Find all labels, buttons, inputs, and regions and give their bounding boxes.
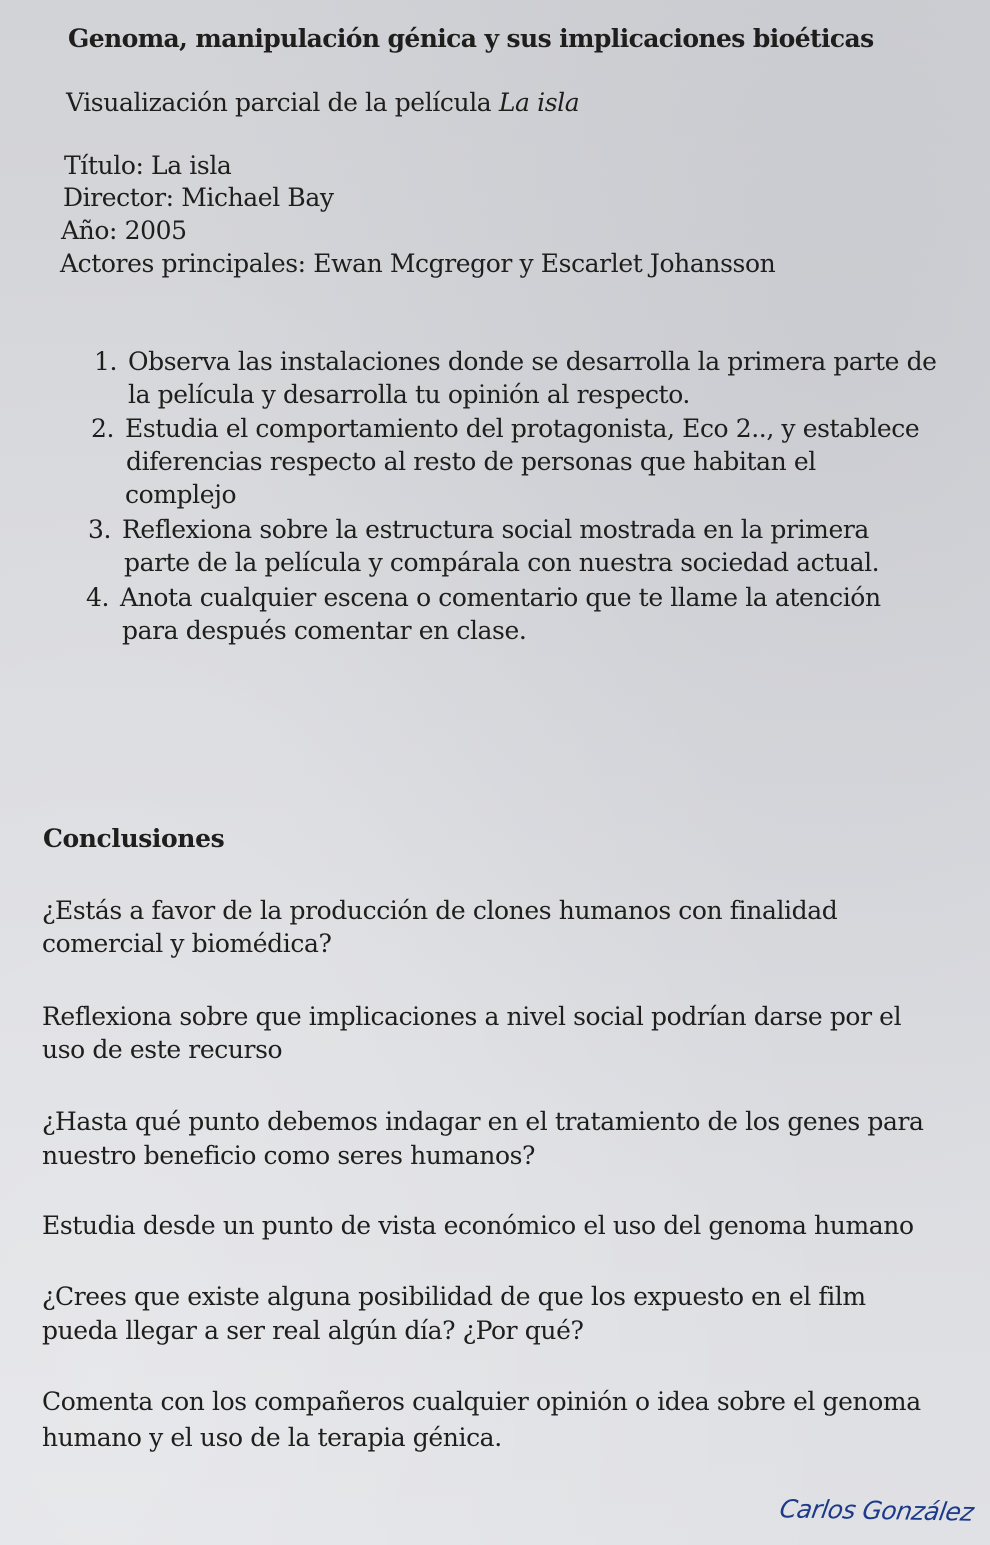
question-line: Reflexiona sobre la estructura social mostrada en la primera [122, 515, 869, 544]
film-actors-field: Actores principales: Ewan Mcgregor y Escarlet Johansson [60, 249, 776, 278]
document-title: Genoma, manipulación génica y sus implicaciones bioéticas [68, 24, 874, 53]
question-line: para después comentar en clase. [122, 616, 527, 645]
subtitle-prefix: Visualización parcial de la película [66, 88, 499, 117]
question-item [91, 412, 919, 446]
conclusion-line: pueda llegar a ser real algún día? ¿Por qué? [42, 1316, 584, 1345]
question-line: Estudia el comportamiento del protagonista, Eco 2.., y establece [125, 414, 920, 443]
conclusion-line: Reflexiona sobre que implicaciones a nivel social podrían darse por el [42, 1002, 902, 1031]
question-number: 2. [91, 414, 115, 443]
conclusion-line: Estudia desde un punto de vista económico el uso del genoma humano [42, 1211, 914, 1240]
conclusion-line: uso de este recurso [42, 1035, 283, 1064]
conclusion-line: humano y el uso de la terapia génica. [42, 1423, 502, 1452]
question-number: 1. [94, 347, 118, 376]
conclusions-heading: Conclusiones [43, 824, 225, 853]
conclusion-line: Comenta con los compañeros cualquier opinión o idea sobre el genoma [42, 1387, 921, 1416]
conclusion-line: ¿Hasta qué punto debemos indagar en el tratamiento de los genes para [42, 1107, 924, 1136]
subtitle-film-title: La isla [498, 88, 580, 117]
question-line: la película y desarrolla tu opinión al respecto. [128, 380, 690, 409]
question-line: diferencias respecto al resto de personas que habitan el [126, 447, 816, 476]
question-item [86, 581, 881, 615]
question-line: Observa las instalaciones donde se desarrolla la primera parte de [128, 347, 937, 376]
question-line: Anota cualquier escena o comentario que te llame la atención [120, 583, 881, 612]
document-subtitle [66, 86, 579, 120]
question-line: parte de la película y compárala con nuestra sociedad actual. [124, 548, 880, 577]
question-number: 4. [86, 583, 110, 612]
handwritten-signature: Carlos González [777, 1494, 976, 1527]
conclusion-line: ¿Estás a favor de la producción de clones humanos con finalidad [42, 896, 838, 925]
film-title-field: Título: La isla [64, 151, 232, 180]
question-number: 3. [88, 515, 112, 544]
question-item [88, 513, 869, 547]
conclusion-line: nuestro beneficio como seres humanos? [42, 1141, 536, 1170]
film-year-field: Año: 2005 [61, 216, 187, 245]
conclusion-line: ¿Crees que existe alguna posibilidad de que los expuesto en el film [42, 1282, 866, 1311]
film-director-field: Director: Michael Bay [63, 183, 334, 212]
conclusion-line: comercial y biomédica? [42, 929, 332, 958]
question-line: complejo [125, 480, 237, 509]
question-item [94, 345, 937, 379]
